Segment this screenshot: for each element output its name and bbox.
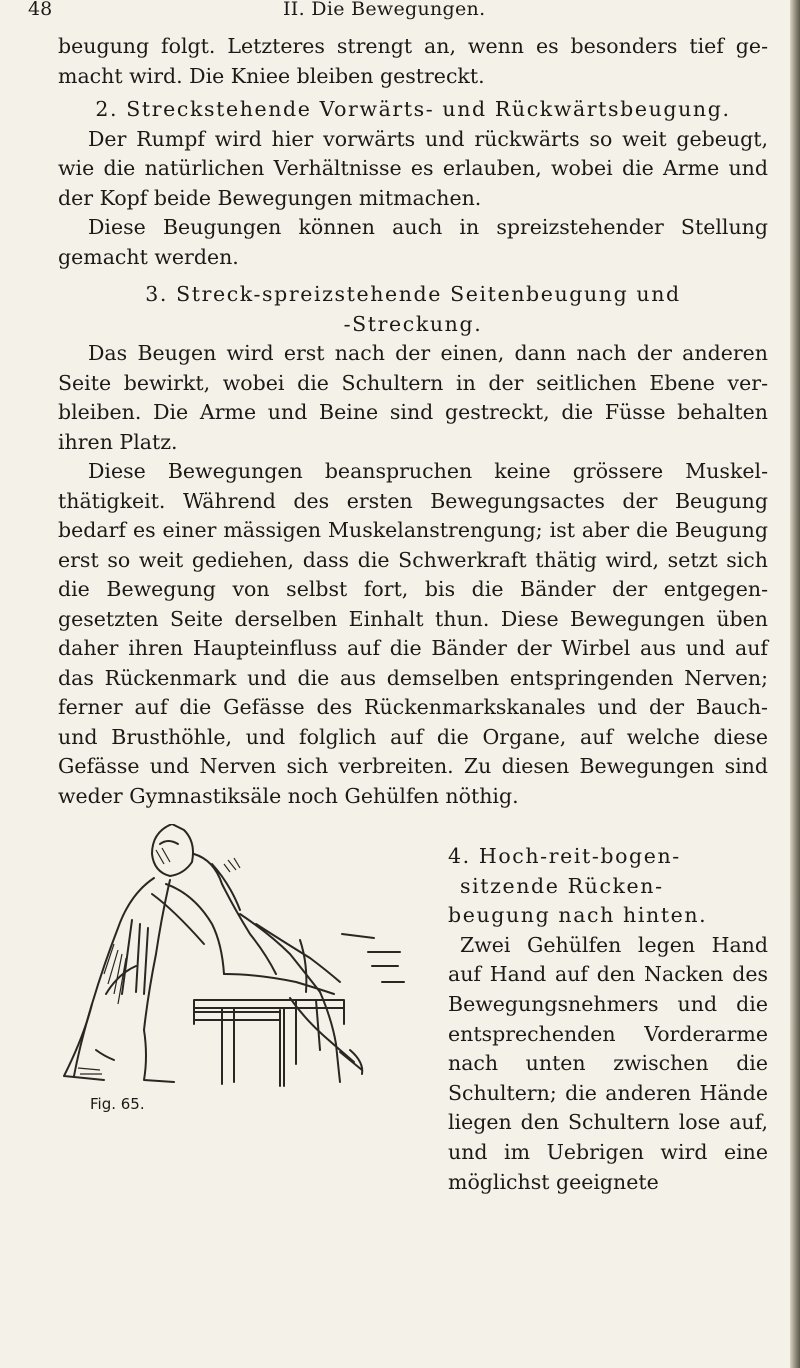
- section-3-heading-line-1: 3. Streck-spreizstehende Seitenbeugung und: [145, 282, 681, 306]
- figure-65-illustration: [44, 824, 442, 1090]
- section-4-heading-line-1: 4. Hoch-reit-bogen-: [448, 844, 681, 868]
- figure-caption: Fig. 65.: [90, 1095, 145, 1113]
- section-4-heading: [448, 842, 768, 931]
- section-3-paragraph-1: Das Beugen wird erst nach der einen, dann nach der anderen Seite bewirkt, wobei die Schultern in der seitlichen Ebene verbleiben. Die Arme und Beine sind gestreckt, die Füsse behalten ihren Platz.: [58, 341, 768, 454]
- section-4-heading-line-2: sitzende Rücken-: [460, 873, 664, 898]
- section-3-paragraph-2: Diese Bewegungen beanspruchen keine grössere Muskelthätigkeit. Während des ersten Bewegungsactes der Beugung bedarf es einer mässigen Muskelanstrengung; ist aber die Beugung erst so weit gediehen, dass die Schwerkraft thätig wird, setzt sich die Bewegung von selbst fort, bis die Bänder der entgegengesetzten Seite derselben Einhalt thun. Diese Bewegungen üben daher ihren Haupteinfluss auf die Bänder der Wirbel aus und auf das Rückenmark und die aus demselben entspringenden Nerven; ferner auf die Gefässe des Rückenmarkskanales und der Bauch- und Brusthöhle, und folglich auf die Organe, auf welche diese Gefässe und Nerven sich verbreiten. Zu diesen Bewegungen sind weder Gymnastiksäle noch Gehülfen nöthig.: [58, 459, 768, 808]
- section-2-heading: 2. Streckstehende Vorwärts- und Rückwärtsbeugung.: [95, 97, 731, 121]
- page-edge: [790, 0, 800, 1368]
- running-title: II. Die Bewegungen.: [283, 0, 486, 20]
- section-2-paragraph-2: Diese Beugungen können auch in spreizstehender Stellung gemacht werden.: [58, 215, 768, 269]
- main-text: [58, 32, 768, 811]
- running-header: [28, 0, 768, 24]
- continuation-paragraph: beugung folgt. Letzteres strengt an, wenn es besonders tief gemacht wird. Die Kniee bleiben gestreckt.: [58, 34, 768, 88]
- gymnastics-figure-drawing: [44, 824, 442, 1090]
- section-4-paragraph-1: Zwei Gehülfen legen Hand auf Hand auf den Nacken des Bewegungsnehmers und die entsprechenden Vorderarme nach unten zwischen die Schultern; die anderen Hände liegen den Schultern lose auf, und im Uebrigen wird eine möglichst geeignete: [448, 932, 768, 1194]
- section-2-paragraph-1: Der Rumpf wird hier vorwärts und rückwärts so weit gebeugt, wie die natürlichen Verhältnisse es erlauben, wobei die Arme und der Kopf beide Bewegungen mitmachen.: [58, 126, 768, 210]
- section-4-column: [448, 842, 768, 1197]
- page-number: 48: [28, 0, 53, 20]
- section-4-heading-line-3: beugung nach hinten.: [448, 903, 708, 928]
- section-3-heading-line-2: -Streckung.: [343, 311, 483, 336]
